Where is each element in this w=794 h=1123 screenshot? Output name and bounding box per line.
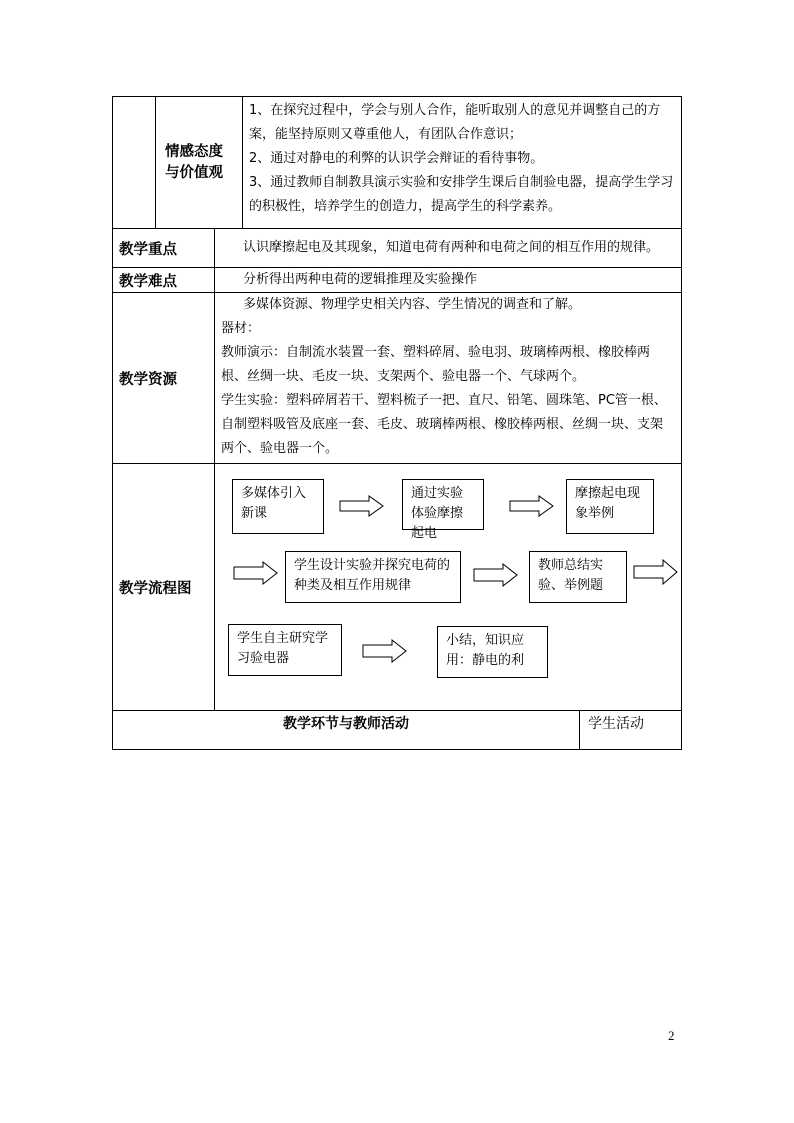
emotion-text [249,99,675,219]
right-arrow-icon [633,559,679,585]
right-arrow-icon [362,639,408,663]
flow-box: 教师总结实验、举例题 [529,551,627,603]
emotion-item: 1、在探究过程中，学会与别人合作，能听取别人的意见并调整自己的方案，能坚持原则又尊重他人，有团队合作意识； [249,103,661,142]
flow-box: 多媒体引入新课 [232,479,324,534]
key-point-label: 教学重点 [113,229,215,268]
emotion-label-cell [156,97,243,228]
flowchart [215,464,681,710]
right-arrow-icon [233,561,279,585]
emotion-row [113,97,682,229]
right-arrow-icon [339,495,385,517]
flow-box: 摩擦起电现象举例 [566,479,654,534]
resources-intro: 多媒体资源、物理学史相关内容、学生情况的调查和了解。 [243,297,582,312]
emotion-item: 3、通过教师自制教具演示实验和安排学生课后自制验电器，提高学生学习的积极性，培养学生的创造力，提高学生的科学素养。 [249,175,674,214]
flowchart-label: 教学流程图 [113,464,215,711]
teacher-activity-header: 教学环节与教师活动 [283,716,409,732]
student-activity-header: 学生活动 [580,711,682,750]
teacher-demo: 教师演示：自制流水装置一套、塑料碎屑、验电羽、玻璃棒两根、橡胶棒两根、丝绸一块、毛皮一块、支架两个、验电器一个、气球两个。 [221,345,651,384]
resources-label: 教学资源 [113,293,215,464]
page-number: 2 [668,1028,675,1043]
right-arrow-icon [473,563,519,587]
emotion-label: 情感态度与价值观 [165,143,223,181]
flow-box: 通过实验体验摩擦起电 [402,479,484,530]
blank-cell [113,97,156,228]
difficulty-row [113,268,682,293]
resources-row [113,293,682,464]
difficulty-text: 分析得出两种电荷的逻辑推理及实验操作 [243,272,478,287]
equipment-label: 器材： [221,321,261,336]
student-experiment: 学生实验：塑料碎屑若干、塑料梳子一把、直尺、铅笔、圆珠笔、PC管一根、自制塑料吸管及底座一套、毛皮、玻璃棒两根、橡胶棒两根、丝绸一块、支架两个、验电器一个。 [221,393,667,456]
activity-header-row [113,711,682,750]
emotion-item: 2、通过对静电的利弊的认识学会辩证的看待事物。 [249,151,544,166]
flow-box: 小结，知识应用：静电的利 [437,626,548,678]
right-arrow-icon [509,495,555,517]
key-point-row [113,229,682,268]
key-point-text: 认识摩擦起电及其现象，知道电荷有两种和电荷之间的相互作用的规律。 [243,240,660,255]
flowchart-row [113,464,682,711]
flow-box: 学生自主研究学习验电器 [228,624,342,676]
lesson-plan-table [112,96,682,750]
flow-box: 学生设计实验并探究电荷的种类及相互作用规律 [285,551,461,603]
difficulty-label: 教学难点 [113,268,215,293]
